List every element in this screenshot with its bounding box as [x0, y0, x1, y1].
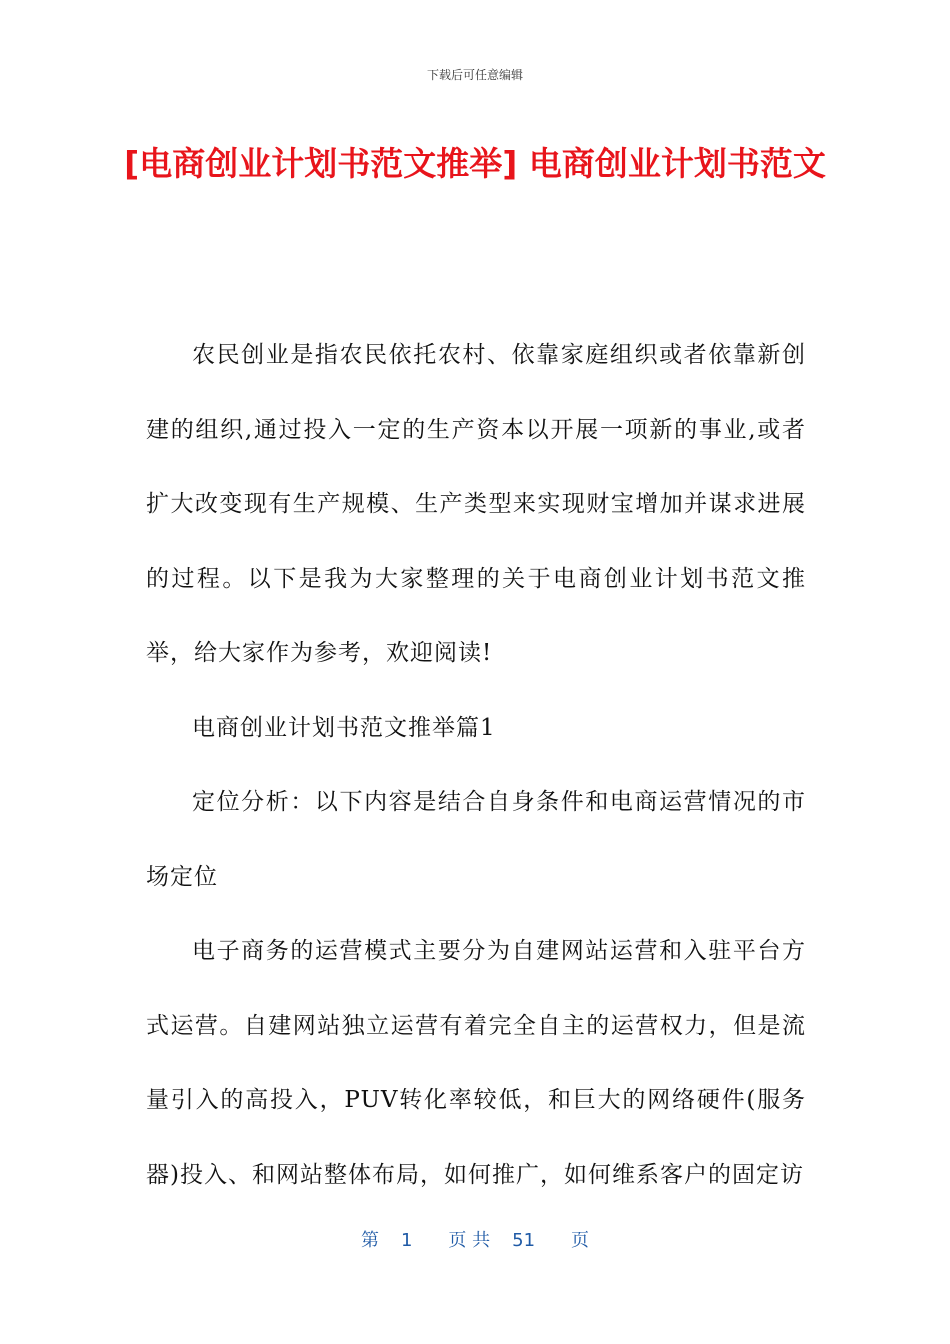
- paragraph-operation-models: 电子商务的运营模式主要分为自建网站运营和入驻平台方式运营。自建网站独立运营有着完全自主的运营权力，但是流量引入的高投入，PUV转化率较低，和巨大的网络硬件(服务器)投入、和网站整体布局，如何推广，如何维系客户的固定访: [146, 938, 806, 1188]
- current-page-number: 1: [400, 1230, 413, 1251]
- document-body: [146, 318, 806, 1212]
- document-title: [电商创业计划书范文推举] 电商创业计划书范文: [124, 144, 826, 183]
- page-mid-text: 页 共: [448, 1230, 491, 1251]
- page-prefix: 第: [360, 1230, 379, 1251]
- page-footer: [0, 1226, 950, 1252]
- paragraph-intro: 农民创业是指农民依托农村、依靠家庭组织或者依靠新创建的组织,通过投入一定的生产资本以开展一项新的事业,或者扩大改变现有生产规模、生产类型来实现财宝增加并谋求进展的过程。以下是我为大家整理的关于电商创业计划书范文推举，给大家作为参考，欢迎阅读!: [146, 342, 806, 666]
- header-note: 下载后可任意编辑: [426, 68, 523, 82]
- page-suffix: 页: [571, 1230, 590, 1251]
- paragraph-section-heading: 电商创业计划书范文推举篇1: [192, 714, 496, 741]
- total-pages-number: 51: [512, 1230, 536, 1251]
- paragraph-positioning: 定位分析：以下内容是结合自身条件和电商运营情况的市场定位: [146, 789, 806, 890]
